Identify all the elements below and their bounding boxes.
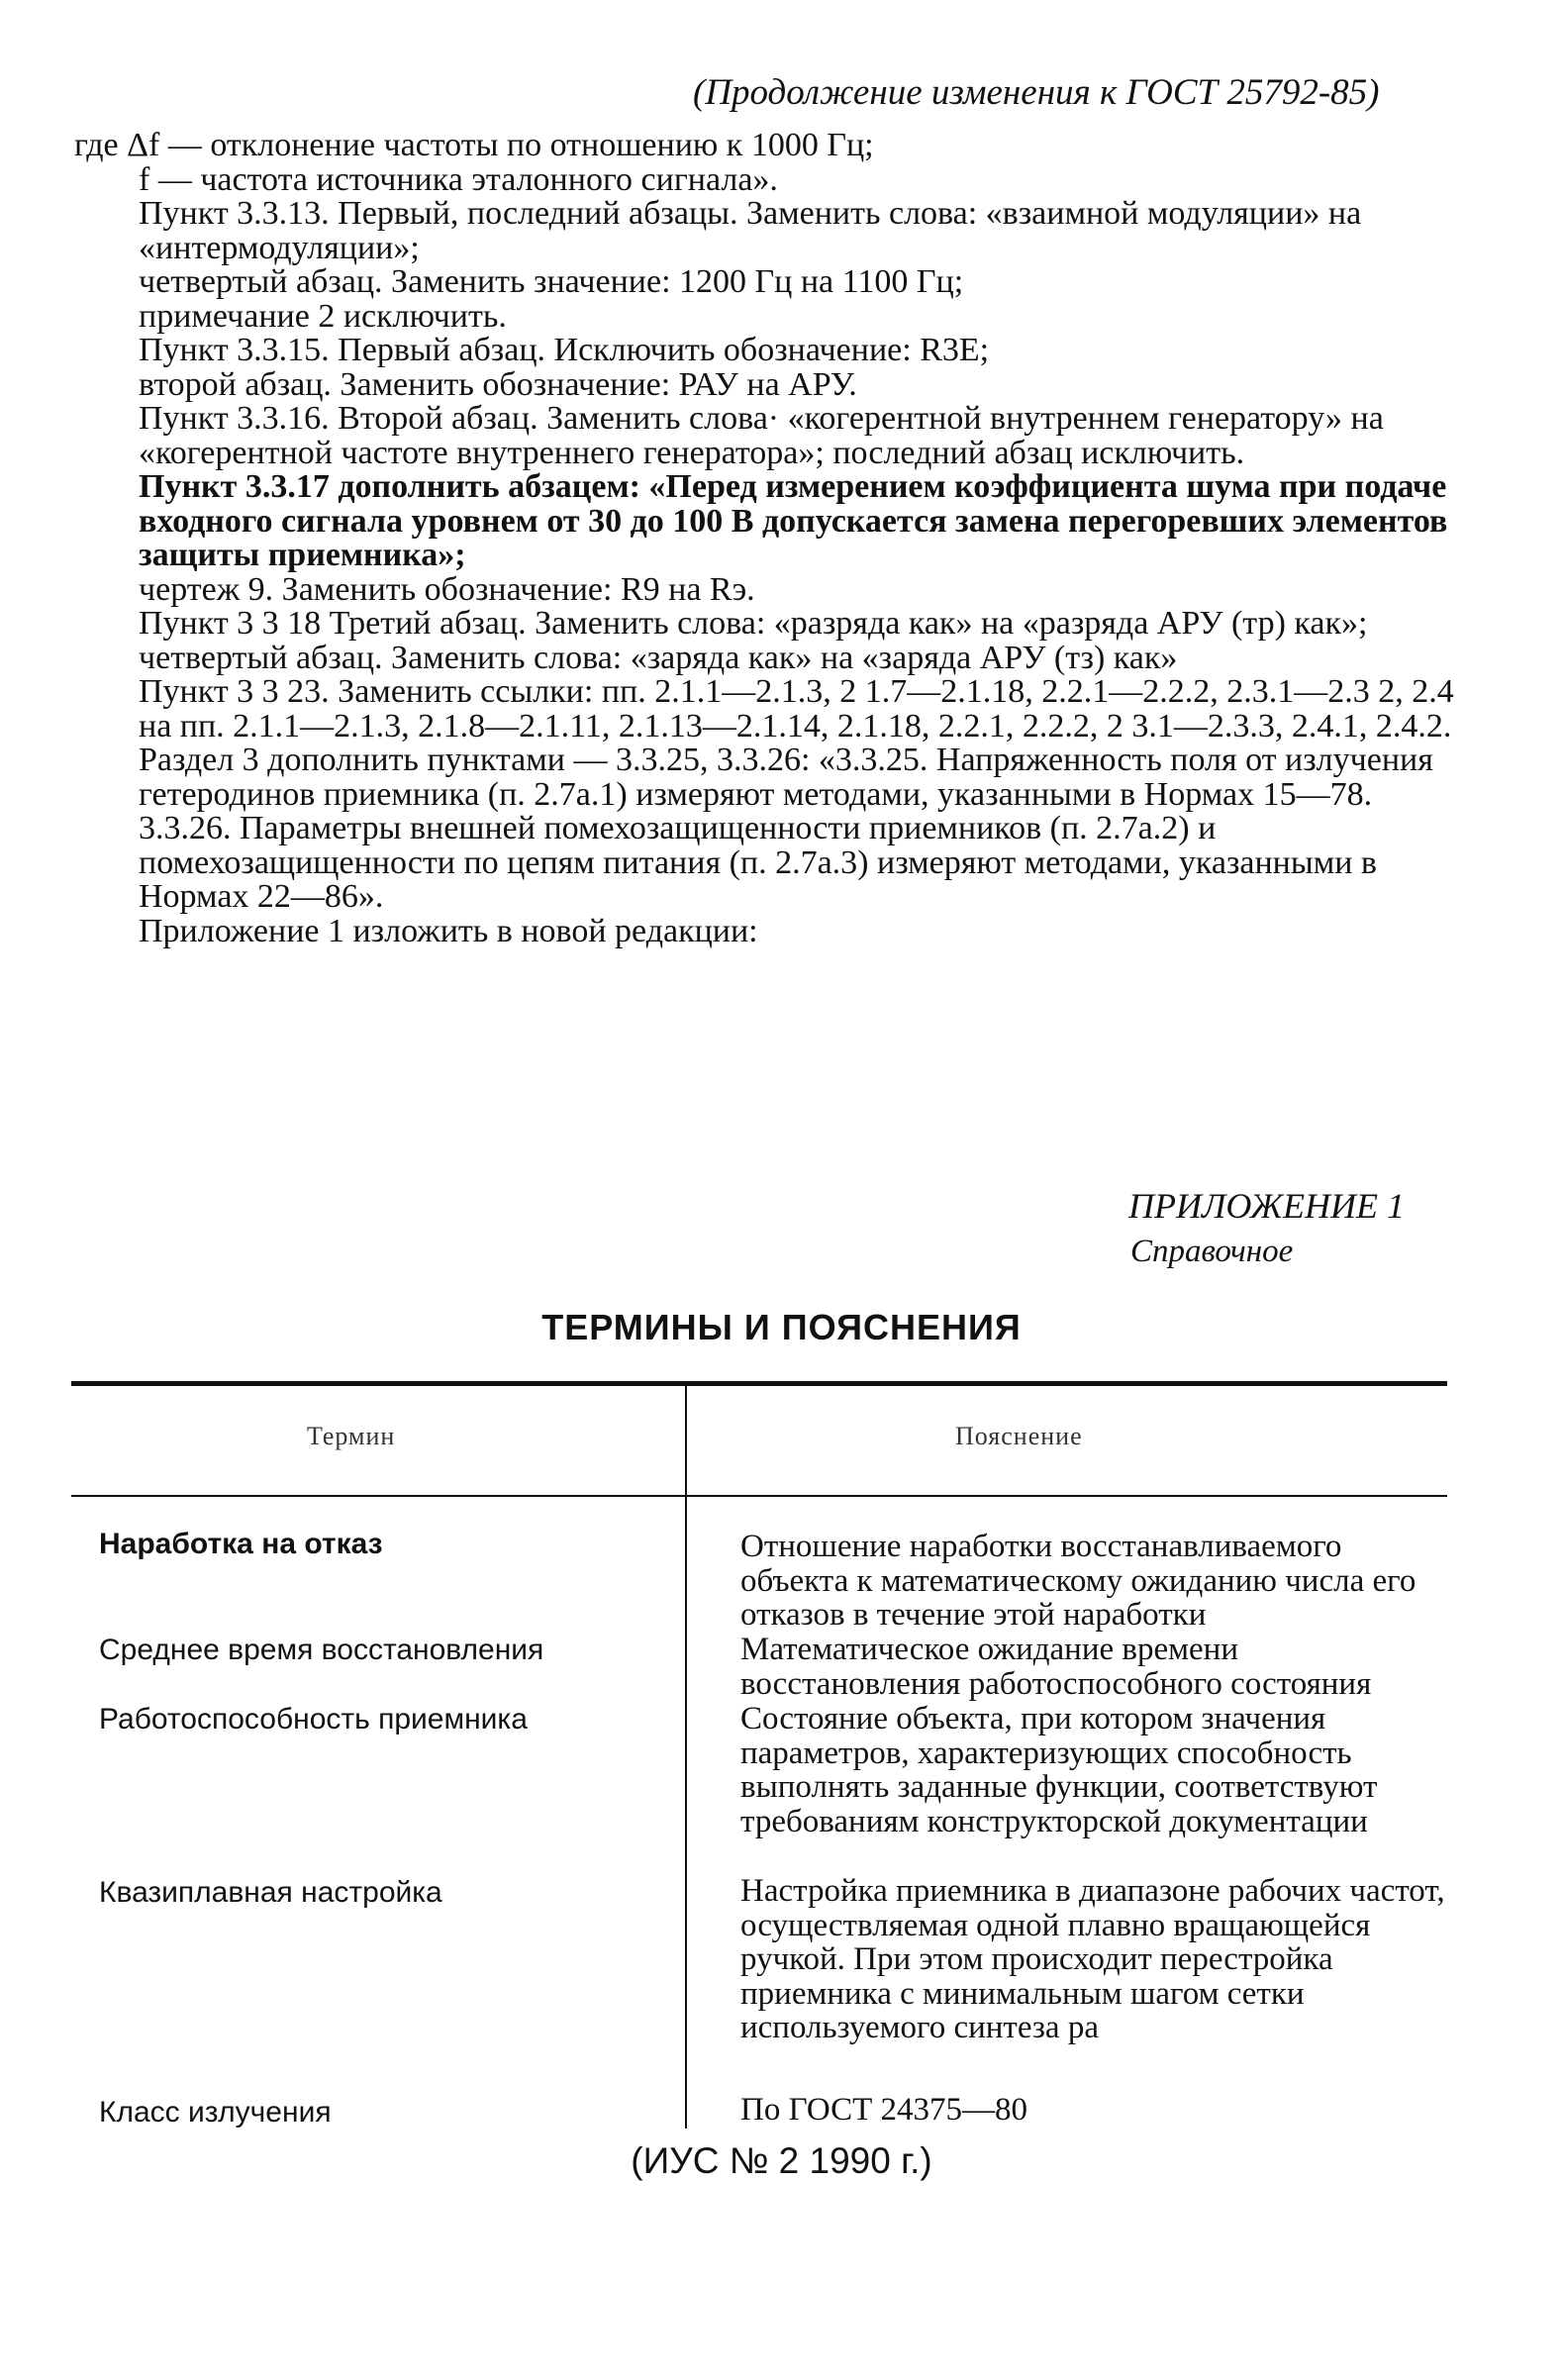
term-cell: Работоспособность приемника [99, 1703, 528, 1735]
table-top-rule [71, 1381, 1447, 1386]
term-cell: Наработка на отказ [99, 1528, 383, 1560]
running-header: (Продолжение изменения к ГОСТ 25792-85) [693, 72, 1380, 113]
paragraph: примечание 2 исключить. [139, 297, 507, 335]
paragraph: чертеж 9. Заменить обозначение: R9 на Rэ. [139, 570, 755, 608]
paragraph: где Δf — отклонение частоты по отношению к 1000 Гц; [74, 127, 874, 163]
paragraph: Приложение 1 изложить в новой редакции: [139, 912, 758, 949]
appendix-label [1128, 1183, 1405, 1274]
paragraph: 3.3.26. Параметры внешней помехозащищенности приемников (п. 2.7а.2) и помехозащищенности по цепям питания (п. 2.7а.3) измеряют методами, указанными в Нормах 22—86». [139, 810, 1386, 915]
table-header-rule [71, 1495, 1447, 1497]
paragraph: четвертый абзац. Заменить значение: 1200 Гц на 1100 Гц; [139, 263, 964, 300]
term-cell: Класс излучения [99, 2096, 332, 2129]
paragraph: Пункт 3.3.17 дополнить абзацем: «Перед измерением коэффициента шума при подаче входного сигнала уровнем от 30 до 100 В допускается замена перегоревших элементов защиты приемника»; [139, 468, 1456, 573]
paragraph: Пункт 3.3.15. Первый абзац. Исключить обозначение: R3E; [139, 332, 990, 368]
paragraph: Пункт 3 3 18 Третий абзац. Заменить слова: «разряда как» на «разряда АРУ (тр) как»; [139, 605, 1368, 642]
explanation-cell: Математическое ожидание времени восстановления работоспособного состояния [740, 1632, 1372, 1702]
paragraph: f — частота источника эталонного сигнала». [139, 160, 778, 198]
explanation-cell: Состояние объекта, при котором значения параметров, характеризующих способность выполнять заданные функции, соответствуют требованиям конструкторской документации [740, 1701, 1378, 1839]
table-title: ТЕРМИНЫ И ПОЯСНЕНИЯ [541, 1307, 1022, 1347]
appendix-sublabel: Справочное [1130, 1234, 1294, 1269]
paragraph: Пункт 3 3 23. Заменить ссылки: пп. 2.1.1—2.1.3, 2 1.7—2.1.18, 2.2.1—2.2.2, 2.3.1—2.3 2, 2.4 на пп. 2.1.1—2.1.3, 2.1.8—2.1.11, 2.1.13—2.1.14, 2.1.18, 2.2.1, 2.2.2, 2 3.1—2.3.3, 2.4.1, 2.4.2. [139, 673, 1463, 744]
paragraph: второй абзац. Заменить обозначение: РАУ на АРУ. [139, 365, 857, 403]
explanation-cell: Настройка приемника в диапазоне рабочих частот, осуществляемая одной плавно вращающейся ручкой. При этом происходит перестройка приемника с минимальным шагом сетки используемого синтеза ра [740, 1873, 1445, 2045]
paragraph: четвертый абзац. Заменить слова: «заряда как» на «заряда АРУ (тз) как» [139, 639, 1178, 676]
term-cell: Среднее время восстановления [99, 1634, 544, 1666]
column-header-term: Термин [307, 1422, 396, 1450]
paragraph: Раздел 3 дополнить пунктами — 3.3.25, 3.3.26: «3.3.25. Напряженность поля от излучения гетеродинов приемника (п. 2.7а.1) измеряют методами, указанными в Нормах 15—78. [139, 742, 1442, 813]
amendment-body [74, 127, 1463, 949]
appendix-title: ПРИЛОЖЕНИЕ 1 [1128, 1186, 1405, 1226]
paragraph: Пункт 3.3.16. Второй абзац. Заменить слова· «когерентной внутреннем генератору» на «когерентной частоте внутреннего генератора»; последний абзац исключить. [139, 400, 1393, 471]
explanation-cell: По ГОСТ 24375—80 [740, 2092, 1027, 2128]
explanation-cell: Отношение наработки восстанавливаемого объекта к математическому ожиданию числа его отказов в течение этой наработки [740, 1529, 1416, 1633]
paragraph: Пункт 3.3.13. Первый, последний абзацы. Заменить слова: «взаимной модуляции» на «интермодуляции»; [139, 195, 1370, 266]
term-cell: Квазиплавная настройка [99, 1876, 442, 1909]
table-column-divider [685, 1386, 687, 2129]
column-header-explanation: Пояснение [955, 1422, 1083, 1450]
source-note: (ИУС № 2 1990 г.) [631, 2140, 932, 2181]
